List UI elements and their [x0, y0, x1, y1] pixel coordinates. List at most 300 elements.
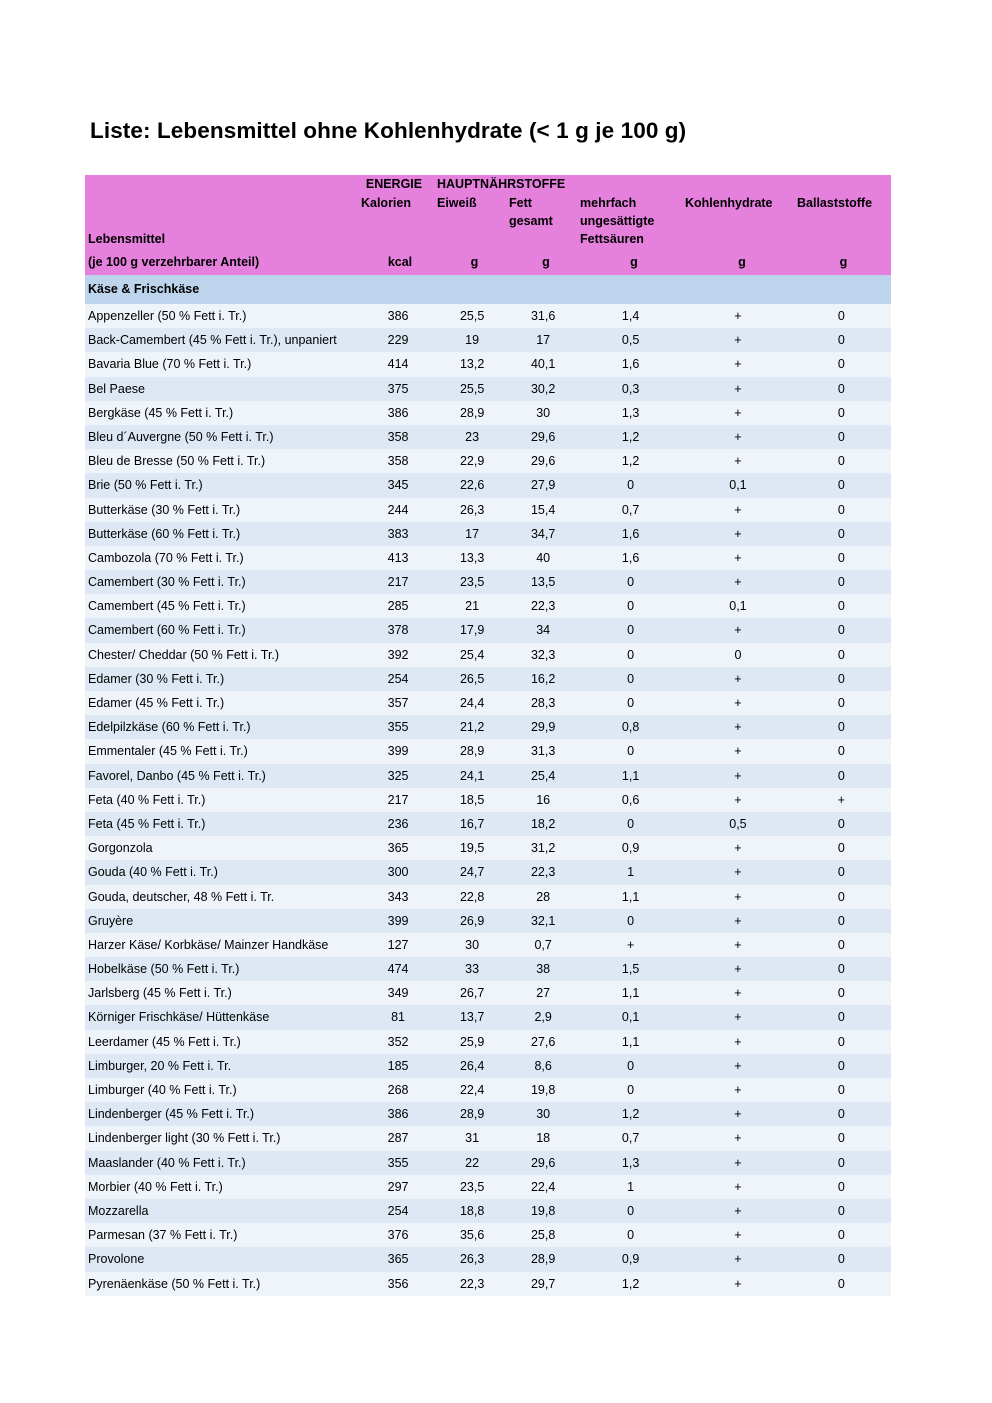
- ballaststoffe-cell: 0: [837, 502, 845, 517]
- kohlenhydrate-cell: +: [734, 696, 742, 710]
- kcal-cell: 285: [387, 599, 409, 614]
- mufa-cell: 1,2: [621, 1107, 640, 1122]
- table-row: [85, 1126, 891, 1150]
- eiweiss-cell: 22: [465, 1155, 480, 1170]
- fett-cell: 16,2: [530, 671, 556, 686]
- ballaststoffe-cell: 0: [837, 1058, 845, 1073]
- kohlenhydrate-cell: +: [734, 623, 742, 638]
- food-name-cell: Bleu de Bresse (50 % Fett i. Tr.): [88, 454, 266, 469]
- header-unit-fett: g: [542, 255, 550, 269]
- eiweiss-cell: 22,6: [459, 478, 485, 493]
- fett-cell: 25,8: [530, 1228, 556, 1243]
- fett-cell: 29,6: [530, 1155, 556, 1170]
- kohlenhydrate-cell: +: [734, 1179, 742, 1194]
- table-row: [85, 739, 891, 763]
- kohlenhydrate-cell: +: [734, 405, 742, 420]
- table-row: [85, 546, 891, 570]
- fett-cell: 31,6: [530, 309, 556, 323]
- eiweiss-cell: 25,9: [459, 1034, 485, 1049]
- header-eiweiss: Eiweiß: [437, 196, 477, 210]
- mufa-cell: 0: [627, 478, 635, 493]
- table-row: [85, 885, 891, 909]
- table-row: [85, 1272, 891, 1296]
- mufa-cell: 0: [627, 623, 635, 638]
- mufa-cell: +: [626, 937, 635, 952]
- mufa-cell: 1,1: [621, 768, 640, 783]
- eiweiss-cell: 25,5: [459, 381, 485, 396]
- kcal-cell: 383: [387, 526, 409, 541]
- mufa-cell: 0,1: [621, 1010, 640, 1025]
- mufa-cell: 0: [627, 696, 635, 710]
- kohlenhydrate-cell: +: [734, 333, 742, 348]
- food-name-cell: Butterkäse (30 % Fett i. Tr.): [88, 502, 241, 517]
- food-name-cell: Brie (50 % Fett i. Tr.): [88, 478, 203, 493]
- eiweiss-cell: 13,3: [459, 550, 485, 565]
- kcal-cell: 375: [387, 381, 409, 396]
- kohlenhydrate-cell: +: [734, 889, 742, 904]
- table-row: [85, 425, 891, 449]
- food-name-cell: Feta (40 % Fett i. Tr.): [88, 792, 206, 807]
- header-fett-line1: Fett: [509, 196, 532, 210]
- eiweiss-cell: 19,5: [459, 841, 485, 856]
- fett-cell: 40: [536, 550, 551, 565]
- mufa-cell: 1,5: [621, 962, 640, 977]
- eiweiss-cell: 35,6: [459, 1228, 485, 1243]
- eiweiss-cell: 26,9: [459, 913, 485, 928]
- table-row: [85, 764, 891, 788]
- ballaststoffe-cell: 0: [837, 405, 845, 420]
- table-row: [85, 401, 891, 425]
- food-name-cell: Harzer Käse/ Korbkäse/ Mainzer Handkäse: [88, 937, 329, 952]
- mufa-cell: 0,7: [621, 502, 640, 517]
- table-row: [85, 594, 891, 618]
- food-name-cell: Camembert (30 % Fett i. Tr.): [88, 575, 246, 590]
- food-name-cell: Limburger, 20 % Fett i. Tr.: [88, 1058, 232, 1073]
- kohlenhydrate-cell: +: [734, 671, 742, 686]
- eiweiss-cell: 24,4: [459, 696, 485, 710]
- table-row: [85, 1247, 891, 1271]
- ballaststoffe-cell: 0: [837, 889, 845, 904]
- kcal-cell: 414: [387, 357, 409, 372]
- mufa-cell: 0,9: [621, 841, 640, 856]
- eiweiss-cell: 26,5: [459, 671, 485, 686]
- food-name-cell: Butterkäse (60 % Fett i. Tr.): [88, 526, 241, 541]
- food-name-cell: Bergkäse (45 % Fett i. Tr.): [88, 405, 234, 420]
- fett-cell: 30: [536, 405, 551, 420]
- fett-cell: 27: [536, 986, 551, 1001]
- fett-cell: 32,1: [530, 913, 556, 928]
- eiweiss-cell: 23,5: [459, 575, 485, 590]
- fett-cell: 31,3: [530, 744, 556, 759]
- nutrition-table: [85, 175, 891, 1296]
- mufa-cell: 0: [627, 1058, 635, 1073]
- mufa-cell: 1: [627, 865, 635, 880]
- eiweiss-cell: 22,4: [459, 1083, 485, 1097]
- fett-cell: 16: [536, 792, 551, 807]
- eiweiss-cell: 17: [465, 526, 480, 541]
- mufa-cell: 1,6: [621, 526, 640, 541]
- kcal-cell: 300: [387, 865, 409, 880]
- header-kohlenhydrate: Kohlenhydrate: [685, 196, 773, 210]
- kcal-cell: 185: [387, 1058, 409, 1073]
- ballaststoffe-cell: 0: [837, 429, 845, 444]
- food-name-cell: Provolone: [88, 1252, 145, 1267]
- kohlenhydrate-cell: +: [734, 1252, 742, 1267]
- fett-cell: 29,9: [530, 720, 556, 735]
- kcal-cell: 386: [387, 309, 409, 323]
- table-row: [85, 1102, 891, 1126]
- eiweiss-cell: 21,2: [459, 720, 485, 735]
- eiweiss-cell: 18,5: [459, 792, 485, 807]
- eiweiss-cell: 25,4: [459, 647, 485, 662]
- kohlenhydrate-cell: +: [734, 1155, 742, 1170]
- fett-cell: 32,3: [530, 647, 556, 662]
- mufa-cell: 0: [627, 647, 635, 662]
- kohlenhydrate-cell: +: [734, 1228, 742, 1243]
- kcal-cell: 297: [387, 1179, 409, 1194]
- ballaststoffe-cell: 0: [837, 671, 845, 686]
- fett-cell: 38: [536, 962, 551, 977]
- eiweiss-cell: 26,3: [459, 502, 485, 517]
- food-name-cell: Mozzarella: [88, 1203, 149, 1218]
- food-name-cell: Favorel, Danbo (45 % Fett i. Tr.): [88, 768, 266, 783]
- eiweiss-cell: 22,3: [459, 1276, 485, 1291]
- kohlenhydrate-cell: +: [734, 1010, 742, 1025]
- table-row: [85, 957, 891, 981]
- kohlenhydrate-cell: +: [734, 454, 742, 469]
- kcal-cell: 356: [387, 1276, 409, 1291]
- table-row: [85, 618, 891, 642]
- ballaststoffe-cell: 0: [837, 550, 845, 565]
- kcal-cell: 343: [387, 889, 409, 904]
- header-unit-eiweiss: g: [470, 255, 479, 269]
- ballaststoffe-cell: 0: [837, 1034, 845, 1049]
- table-header: [85, 175, 891, 275]
- kcal-cell: 268: [387, 1083, 409, 1097]
- header-kalorien: Kalorien: [360, 196, 411, 210]
- food-name-cell: Pyrenäenkäse (50 % Fett i. Tr.): [88, 1276, 261, 1291]
- food-name-cell: Hobelkäse (50 % Fett i. Tr.): [88, 962, 240, 977]
- mufa-cell: 0,8: [621, 720, 640, 735]
- ballaststoffe-cell: 0: [837, 357, 845, 372]
- fett-cell: 15,4: [530, 502, 556, 517]
- kohlenhydrate-cell: +: [734, 309, 742, 323]
- ballaststoffe-cell: 0: [837, 478, 845, 493]
- food-name-cell: Gruyère: [88, 913, 134, 928]
- fett-cell: 8,6: [534, 1058, 552, 1073]
- mufa-cell: 0,6: [621, 792, 640, 807]
- eiweiss-cell: 31: [465, 1131, 480, 1146]
- table-row: [85, 328, 891, 352]
- table-row: [85, 1199, 891, 1223]
- ballaststoffe-cell: 0: [837, 841, 845, 856]
- fett-cell: 2,9: [534, 1010, 552, 1025]
- kcal-cell: 254: [387, 671, 409, 686]
- ballaststoffe-cell: 0: [837, 1276, 845, 1291]
- table-row: [85, 691, 891, 715]
- kcal-cell: 378: [387, 623, 409, 638]
- mufa-cell: 1,1: [621, 986, 640, 1001]
- eiweiss-cell: 28,9: [459, 1107, 485, 1122]
- mufa-cell: 1: [627, 1179, 635, 1194]
- kcal-cell: 392: [387, 647, 409, 662]
- ballaststoffe-cell: 0: [837, 1179, 845, 1194]
- food-name-cell: Bavaria Blue (70 % Fett i. Tr.): [88, 357, 252, 372]
- eiweiss-cell: 13,2: [459, 357, 485, 372]
- ballaststoffe-cell: 0: [837, 1203, 845, 1218]
- kcal-cell: 399: [387, 744, 409, 759]
- ballaststoffe-cell: 0: [837, 744, 845, 759]
- fett-cell: 17: [536, 333, 551, 348]
- mufa-cell: 0: [627, 599, 635, 614]
- kohlenhydrate-cell: +: [734, 429, 742, 444]
- food-name-cell: Gouda, deutscher, 48 % Fett i. Tr.: [88, 889, 275, 904]
- mufa-cell: 0: [627, 1228, 635, 1243]
- food-name-cell: Lindenberger light (30 % Fett i. Tr.): [88, 1131, 281, 1146]
- eiweiss-cell: 24,1: [459, 768, 485, 783]
- food-name-cell: Feta (45 % Fett i. Tr.): [88, 816, 206, 831]
- table-row: [85, 1030, 891, 1054]
- kohlenhydrate-cell: +: [734, 1203, 742, 1218]
- food-name-cell: Parmesan (37 % Fett i. Tr.): [88, 1228, 238, 1243]
- eiweiss-cell: 30: [465, 937, 480, 952]
- kohlenhydrate-cell: 0,5: [729, 816, 747, 831]
- kohlenhydrate-cell: +: [734, 986, 742, 1001]
- ballaststoffe-cell: 0: [837, 1010, 845, 1025]
- section-kaese-frischkaese: Käse & Frischkäse: [85, 275, 891, 304]
- table-row: [85, 1223, 891, 1247]
- kcal-cell: 349: [387, 986, 409, 1001]
- kcal-cell: 357: [387, 696, 409, 710]
- ballaststoffe-cell: 0: [837, 1228, 845, 1243]
- header-unit-mufa: g: [630, 255, 638, 269]
- fett-cell: 29,7: [530, 1276, 556, 1291]
- ballaststoffe-cell: 0: [837, 1131, 845, 1146]
- mufa-cell: 1,2: [621, 1276, 640, 1291]
- mufa-cell: 1,3: [621, 1155, 640, 1170]
- food-name-cell: Edelpilzkäse (60 % Fett i. Tr.): [88, 720, 251, 735]
- header-ballaststoffe: Ballaststoffe: [797, 196, 873, 210]
- mufa-cell: 1,3: [621, 405, 640, 420]
- kcal-cell: 244: [387, 502, 409, 517]
- table-row: [85, 570, 891, 594]
- ballaststoffe-cell: 0: [837, 768, 845, 783]
- table-row: [85, 304, 891, 328]
- kohlenhydrate-cell: +: [734, 550, 742, 565]
- ballaststoffe-cell: 0: [837, 1083, 845, 1097]
- fett-cell: 29,6: [530, 429, 556, 444]
- table-row: [85, 449, 891, 473]
- food-name-cell: Cambozola (70 % Fett i. Tr.): [88, 550, 244, 565]
- mufa-cell: 1,4: [621, 309, 640, 323]
- table-row: [85, 667, 891, 691]
- ballaststoffe-cell: 0: [837, 1252, 845, 1267]
- table-row: [85, 643, 891, 667]
- kcal-cell: 358: [387, 429, 409, 444]
- eiweiss-cell: 26,4: [459, 1058, 485, 1073]
- table-row: [85, 1151, 891, 1175]
- food-name-cell: Gouda (40 % Fett i. Tr.): [88, 865, 218, 880]
- table-row: [85, 1005, 891, 1029]
- ballaststoffe-cell: 0: [837, 309, 845, 323]
- page-title: Liste: Lebensmittel ohne Kohlenhydrate (< 1 g je 100 g): [90, 118, 687, 143]
- header-lebensmittel: Lebensmittel: [88, 232, 166, 246]
- ballaststoffe-cell: 0: [837, 647, 845, 662]
- fett-cell: 30,2: [530, 381, 556, 396]
- food-name-cell: Camembert (60 % Fett i. Tr.): [88, 623, 246, 638]
- mufa-cell: 0: [627, 1083, 635, 1097]
- kcal-cell: 474: [387, 962, 409, 977]
- ballaststoffe-cell: 0: [837, 913, 845, 928]
- food-name-cell: Appenzeller (50 % Fett i. Tr.): [88, 309, 247, 323]
- ballaststoffe-cell: 0: [837, 865, 845, 880]
- food-name-cell: Chester/ Cheddar (50 % Fett i. Tr.): [88, 647, 280, 662]
- kohlenhydrate-cell: +: [734, 720, 742, 735]
- kcal-cell: 365: [387, 841, 409, 856]
- eiweiss-cell: 22,9: [459, 454, 485, 469]
- eiweiss-cell: 19: [465, 333, 480, 348]
- kohlenhydrate-cell: +: [734, 502, 742, 517]
- kohlenhydrate-cell: +: [734, 744, 742, 759]
- food-name-cell: Gorgonzola: [88, 841, 153, 856]
- kohlenhydrate-cell: +: [734, 1034, 742, 1049]
- mufa-cell: 1,6: [621, 550, 640, 565]
- fett-cell: 25,4: [530, 768, 556, 783]
- ballaststoffe-cell: +: [837, 792, 845, 807]
- ballaststoffe-cell: 0: [837, 526, 845, 541]
- mufa-cell: 0: [627, 913, 635, 928]
- kohlenhydrate-cell: +: [734, 526, 742, 541]
- kcal-cell: 217: [387, 792, 409, 807]
- food-name-cell: Limburger (40 % Fett i. Tr.): [88, 1083, 237, 1097]
- table-row: [85, 498, 891, 522]
- header-fett-line2: gesamt: [509, 214, 553, 228]
- food-name-cell: Lindenberger (45 % Fett i. Tr.): [88, 1107, 255, 1122]
- fett-cell: 27,9: [530, 478, 556, 493]
- fett-cell: 30: [536, 1107, 551, 1122]
- kcal-cell: 229: [387, 333, 409, 348]
- mufa-cell: 1,2: [621, 454, 640, 469]
- ballaststoffe-cell: 0: [837, 720, 845, 735]
- food-name-cell: Morbier (40 % Fett i. Tr.): [88, 1179, 223, 1194]
- kohlenhydrate-cell: +: [734, 575, 742, 590]
- fett-cell: 18,2: [530, 816, 556, 831]
- food-name-cell: Jarlsberg (45 % Fett i. Tr.): [88, 986, 232, 1001]
- kohlenhydrate-cell: 0: [734, 647, 742, 662]
- mufa-cell: 0,3: [621, 381, 640, 396]
- mufa-cell: 1,1: [621, 889, 640, 904]
- table-row: [85, 836, 891, 860]
- kcal-cell: 386: [387, 1107, 409, 1122]
- table-row: [85, 377, 891, 401]
- kcal-cell: 355: [387, 720, 409, 735]
- food-name-cell: Maaslander (40 % Fett i. Tr.): [88, 1155, 246, 1170]
- ballaststoffe-cell: 0: [837, 962, 845, 977]
- header-unit-kohlenhydrate: g: [738, 255, 746, 269]
- ballaststoffe-cell: 0: [837, 333, 845, 348]
- food-name-cell: Edamer (30 % Fett i. Tr.): [88, 671, 225, 686]
- fett-cell: 22,4: [530, 1179, 556, 1194]
- eiweiss-cell: 33: [465, 962, 480, 977]
- ballaststoffe-cell: 0: [837, 575, 845, 590]
- table-row: [85, 1054, 891, 1078]
- fett-cell: 29,6: [530, 454, 556, 469]
- food-name-cell: Camembert (45 % Fett i. Tr.): [88, 599, 246, 614]
- kcal-cell: 287: [387, 1131, 409, 1146]
- food-name-cell: Leerdamer (45 % Fett i. Tr.): [88, 1034, 241, 1049]
- fett-cell: 22,3: [530, 865, 556, 880]
- kohlenhydrate-cell: +: [734, 1131, 742, 1146]
- ballaststoffe-cell: 0: [837, 816, 845, 831]
- ballaststoffe-cell: 0: [837, 986, 845, 1001]
- eiweiss-cell: 26,3: [459, 1252, 485, 1267]
- eiweiss-cell: 25,5: [459, 309, 485, 323]
- header-unit-kcal: kcal: [387, 255, 413, 269]
- kohlenhydrate-cell: +: [734, 913, 742, 928]
- fett-cell: 28,9: [530, 1252, 556, 1267]
- fett-cell: 19,8: [530, 1203, 556, 1218]
- eiweiss-cell: 23,5: [459, 1179, 485, 1194]
- kohlenhydrate-cell: +: [734, 865, 742, 880]
- eiweiss-cell: 17,9: [459, 623, 485, 638]
- kohlenhydrate-cell: +: [734, 357, 742, 372]
- kcal-cell: 376: [387, 1228, 409, 1243]
- header-unit-ballaststoffe: g: [839, 255, 848, 269]
- kcal-cell: 81: [391, 1010, 406, 1025]
- mufa-cell: 0: [627, 816, 635, 831]
- eiweiss-cell: 22,8: [459, 889, 485, 904]
- fett-cell: 40,1: [530, 357, 556, 372]
- table-body: [85, 304, 891, 1296]
- kohlenhydrate-cell: +: [734, 937, 742, 952]
- mufa-cell: 1,1: [621, 1034, 640, 1049]
- kohlenhydrate-cell: +: [734, 768, 742, 783]
- mufa-cell: 0,5: [621, 333, 640, 348]
- kcal-cell: 236: [387, 816, 409, 831]
- kohlenhydrate-cell: +: [734, 1083, 742, 1097]
- fett-cell: 27,6: [530, 1034, 556, 1049]
- fett-cell: 34,7: [530, 526, 556, 541]
- ballaststoffe-cell: 0: [837, 381, 845, 396]
- ballaststoffe-cell: 0: [837, 937, 845, 952]
- eiweiss-cell: 13,7: [459, 1010, 485, 1025]
- mufa-cell: 1,2: [621, 429, 640, 444]
- kcal-cell: 345: [387, 478, 409, 493]
- ballaststoffe-cell: 0: [837, 1155, 845, 1170]
- kohlenhydrate-cell: +: [734, 1107, 742, 1122]
- mufa-cell: 0,7: [621, 1131, 640, 1146]
- kohlenhydrate-cell: +: [734, 381, 742, 396]
- food-name-cell: Edamer (45 % Fett i. Tr.): [88, 696, 225, 710]
- header-mufa-line3: Fettsäuren: [580, 232, 644, 246]
- kcal-cell: 355: [387, 1155, 409, 1170]
- kcal-cell: 217: [387, 575, 409, 590]
- table-row: [85, 522, 891, 546]
- food-name-cell: Back-Camembert (45 % Fett i. Tr.), unpaniert: [88, 333, 337, 348]
- ballaststoffe-cell: 0: [837, 599, 845, 614]
- kcal-cell: 358: [387, 454, 409, 469]
- kohlenhydrate-cell: +: [734, 1276, 742, 1291]
- table-row: [85, 715, 891, 739]
- header-mufa-line2: ungesättigte: [580, 214, 655, 228]
- eiweiss-cell: 18,8: [459, 1203, 485, 1218]
- table-row: [85, 981, 891, 1005]
- table-row: [85, 473, 891, 497]
- eiweiss-cell: 24,7: [459, 865, 485, 880]
- eiweiss-cell: 23: [465, 429, 480, 444]
- table-row: [85, 788, 891, 812]
- kcal-cell: 413: [387, 550, 409, 565]
